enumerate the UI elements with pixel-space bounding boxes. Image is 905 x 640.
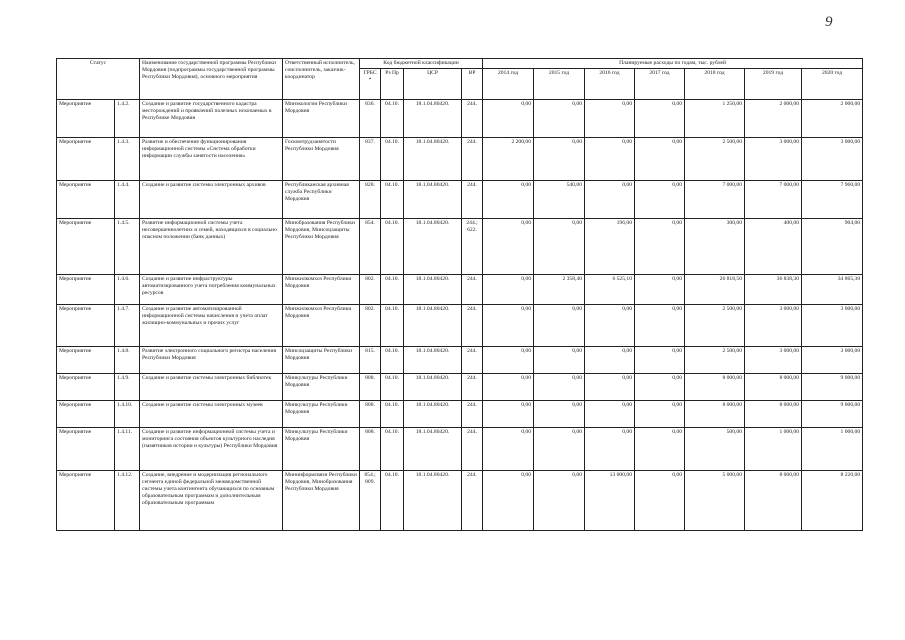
row-value-2018: 1 250,00 <box>685 100 745 138</box>
row-vr: 244. <box>462 100 483 138</box>
table-row <box>57 374 863 401</box>
row-csr: 18.1.04.80420. <box>404 219 462 275</box>
row-value-2015: 540,00 <box>534 181 585 219</box>
row-value-2019: 8 000,00 <box>745 471 802 531</box>
row-grbs: 802. <box>360 305 381 347</box>
row-value-2018: 500,00 <box>685 428 745 471</box>
row-csr: 18.1.04.80420. <box>404 347 462 374</box>
row-responsible: Госкомтрудзанятости Республики Мордовия <box>283 138 360 181</box>
row-responsible: Мининформсвязи Республики Мордовия, Минобразования Республики Мордовия <box>283 471 360 531</box>
row-value-2015: 0,00 <box>534 428 585 471</box>
header-year-2016: 2016 год <box>585 69 635 100</box>
header-csr: ЦСР <box>404 69 462 100</box>
row-value-2018: 2 500,00 <box>685 138 745 181</box>
row-value-2014: 0,00 <box>483 181 534 219</box>
row-value-2020: 2 000,00 <box>802 100 863 138</box>
row-value-2018: 8 000,00 <box>685 374 745 401</box>
row-value-2017: 0,00 <box>635 181 685 219</box>
header-year-2018: 2018 год <box>685 69 745 100</box>
table-row <box>57 401 863 428</box>
row-value-2017: 0,00 <box>635 401 685 428</box>
row-value-2017: 0,00 <box>635 305 685 347</box>
row-value-2020: 9 000,00 <box>802 401 863 428</box>
row-value-2020: 3 000,00 <box>802 138 863 181</box>
row-grbs: 854.; 809. <box>360 471 381 531</box>
row-responsible: Минкультуры Республики Мордовия <box>283 374 360 401</box>
row-value-2014: 0,00 <box>483 471 534 531</box>
row-value-2015: 0,00 <box>534 219 585 275</box>
row-value-2015: 0,00 <box>534 100 585 138</box>
row-responsible: Минжилкомхоз Республики Мордовия <box>283 305 360 347</box>
row-value-2016: 0,00 <box>585 181 635 219</box>
row-value-2017: 0,00 <box>635 219 685 275</box>
header-year-2015: 2015 год <box>534 69 585 100</box>
row-responsible: Республиканская архивная служба Республики Мордовия <box>283 181 360 219</box>
row-value-2015: 0,00 <box>534 347 585 374</box>
row-number: 1.4.5. <box>115 219 140 275</box>
header-year-2020: 2020 год <box>802 69 863 100</box>
row-value-2014: 0,00 <box>483 374 534 401</box>
row-value-2014: 0,00 <box>483 275 534 305</box>
row-value-2014: 0,00 <box>483 100 534 138</box>
row-value-2016: 0,00 <box>585 100 635 138</box>
row-value-2019: 2 000,00 <box>745 100 802 138</box>
table-row <box>57 275 863 305</box>
row-value-2019: 400,00 <box>745 219 802 275</box>
row-number: 1.4.10. <box>115 401 140 428</box>
row-value-2014: 2 200,00 <box>483 138 534 181</box>
row-value-2018: 8 000,00 <box>685 401 745 428</box>
row-csr: 18.1.04.80420. <box>404 138 462 181</box>
row-grbs: 828. <box>360 181 381 219</box>
row-value-2019: 36 838,30 <box>745 275 802 305</box>
table-row <box>57 138 863 181</box>
row-rzpr: 04.10. <box>381 219 404 275</box>
budget-table <box>56 58 863 531</box>
row-status: Мероприятие <box>57 428 115 471</box>
row-value-2018: 300,00 <box>685 219 745 275</box>
row-csr: 18.1.04.80420. <box>404 275 462 305</box>
row-status: Мероприятие <box>57 305 115 347</box>
row-name: Развитие электронного социального регистра населения Республики Мордовия <box>140 347 283 374</box>
row-grbs: 837. <box>360 138 381 181</box>
row-status: Мероприятие <box>57 100 115 138</box>
row-name: Развитие и обеспечение функционирования информационной системы «Система обработки информации службы занятости населения» <box>140 138 283 181</box>
row-value-2016: 13 000,00 <box>585 471 635 531</box>
row-value-2017: 0,00 <box>635 100 685 138</box>
row-value-2016: 0,00 <box>585 347 635 374</box>
row-value-2019: 8 000,00 <box>745 374 802 401</box>
header-name: Наименование государственной программы Республики Мордовия (подпрограммы государственной программы Республики Мордовия), основного мероприятия <box>140 59 283 100</box>
row-value-2015: 0,00 <box>534 374 585 401</box>
row-number: 1.4.12. <box>115 471 140 531</box>
row-value-2019: 3 000,00 <box>745 138 802 181</box>
header-year-2014: 2014 год <box>483 69 534 100</box>
row-responsible: Минэкологии Республики Мордовия <box>283 100 360 138</box>
header-year-2017: 2017 год <box>635 69 685 100</box>
row-value-2017: 0,00 <box>635 275 685 305</box>
row-grbs: 815. <box>360 347 381 374</box>
row-value-2015: 0,00 <box>534 401 585 428</box>
page-number: 9 <box>825 14 833 30</box>
row-csr: 18.1.04.80420. <box>404 471 462 531</box>
row-vr: 244. <box>462 374 483 401</box>
row-responsible: Минкультуры Республики Мордовия <box>283 428 360 471</box>
row-value-2020: 1 000,00 <box>802 428 863 471</box>
row-value-2019: 3 000,00 <box>745 347 802 374</box>
row-rzpr: 04.10. <box>381 347 404 374</box>
row-number: 1.4.8. <box>115 347 140 374</box>
row-vr: 244. <box>462 428 483 471</box>
table-row <box>57 100 863 138</box>
header-responsible: Ответственный исполнитель, соисполнитель, заказчик-координатор <box>283 59 360 100</box>
header-status: Статус <box>57 59 140 100</box>
row-value-2015: 0,00 <box>534 138 585 181</box>
row-value-2018: 7 000,00 <box>685 181 745 219</box>
row-value-2016: 0,00 <box>585 138 635 181</box>
row-rzpr: 04.10. <box>381 138 404 181</box>
table-body <box>57 100 863 531</box>
row-value-2018: 26 818,50 <box>685 275 745 305</box>
table-row <box>57 347 863 374</box>
header-grbs: ГРБС* <box>360 69 381 100</box>
row-value-2019: 3 000,00 <box>745 305 802 347</box>
row-value-2018: 2 500,00 <box>685 305 745 347</box>
row-value-2020: 904,00 <box>802 219 863 275</box>
table-row <box>57 181 863 219</box>
row-value-2020: 3 000,00 <box>802 347 863 374</box>
row-value-2017: 0,00 <box>635 347 685 374</box>
row-value-2017: 0,00 <box>635 138 685 181</box>
row-vr: 244. <box>462 138 483 181</box>
row-csr: 18.1.04.80420. <box>404 100 462 138</box>
row-status: Мероприятие <box>57 275 115 305</box>
row-status: Мероприятие <box>57 374 115 401</box>
row-value-2015: 0,00 <box>534 305 585 347</box>
row-grbs: 836. <box>360 100 381 138</box>
row-name: Создание и развитие системы электронных библиотек <box>140 374 283 401</box>
table-row <box>57 219 863 275</box>
row-vr: 244. <box>462 181 483 219</box>
row-status: Мероприятие <box>57 347 115 374</box>
row-vr: 244. <box>462 275 483 305</box>
row-name: Создание и развитие государственного кадастра месторождений и проявлений полезных ископаемых в Республике Мордовия <box>140 100 283 138</box>
row-name: Создание и развитие информационной системы учета и мониторинга состояния объектов культурного наследия (памятников истории и культуры) Республики Мордовия <box>140 428 283 471</box>
row-value-2016: 6 525,10 <box>585 275 635 305</box>
row-value-2014: 0,00 <box>483 347 534 374</box>
row-value-2015: 2 358,40 <box>534 275 585 305</box>
row-number: 1.4.4. <box>115 181 140 219</box>
row-name: Создание и развитие системы электронных музеев <box>140 401 283 428</box>
row-value-2018: 2 500,00 <box>685 347 745 374</box>
row-value-2019: 8 000,00 <box>745 401 802 428</box>
row-name: Развитие информационной системы учета несовершеннолетних и семей, находящихся в социально опасном положении (банк данных) <box>140 219 283 275</box>
header-budget-code: Код бюджетной классификации <box>360 59 483 69</box>
row-vr: 244. <box>462 347 483 374</box>
row-rzpr: 04.10. <box>381 305 404 347</box>
row-status: Мероприятие <box>57 219 115 275</box>
row-value-2018: 5 000,00 <box>685 471 745 531</box>
row-rzpr: 04.10. <box>381 374 404 401</box>
row-value-2017: 0,00 <box>635 471 685 531</box>
row-name: Создание, внедрение и модернизация регионального сегмента единой федеральной межведомственной системы учета контингента обучающихся по основным образовательным программам и дополнительным образовательным программам <box>140 471 283 531</box>
row-value-2020: 3 000,00 <box>802 305 863 347</box>
table-row <box>57 428 863 471</box>
row-value-2016: 0,00 <box>585 374 635 401</box>
row-grbs: 854. <box>360 219 381 275</box>
row-value-2019: 1 000,00 <box>745 428 802 471</box>
row-responsible: Минжилкомхоз Республики Мордовия <box>283 275 360 305</box>
header-row-1 <box>57 59 863 69</box>
row-csr: 18.1.04.80420. <box>404 374 462 401</box>
row-rzpr: 04.10. <box>381 471 404 531</box>
row-value-2016: 0,00 <box>585 428 635 471</box>
row-csr: 18.1.04.80420. <box>404 428 462 471</box>
row-value-2019: 7 000,00 <box>745 181 802 219</box>
row-grbs: 808. <box>360 374 381 401</box>
row-grbs: 808. <box>360 428 381 471</box>
row-value-2016: 196,00 <box>585 219 635 275</box>
row-rzpr: 04.10. <box>381 401 404 428</box>
row-number: 1.4.7. <box>115 305 140 347</box>
row-value-2014: 0,00 <box>483 401 534 428</box>
row-csr: 18.1.04.80420. <box>404 305 462 347</box>
row-rzpr: 04.10. <box>381 275 404 305</box>
row-number: 1.4.11. <box>115 428 140 471</box>
row-responsible: Минсоцзащиты Республики Мордовия <box>283 347 360 374</box>
header-year-2019: 2019 год <box>745 69 802 100</box>
row-number: 1.4.2. <box>115 100 140 138</box>
header-rzpr: Рз Пр <box>381 69 404 100</box>
row-status: Мероприятие <box>57 181 115 219</box>
row-grbs: 808. <box>360 401 381 428</box>
row-rzpr: 04.10. <box>381 428 404 471</box>
header-planned: Планируемые расходы по годам, тыс. рублей <box>483 59 863 69</box>
row-vr: 244. <box>462 471 483 531</box>
row-responsible: Минобразования Республики Мордовия, Минсоцзащиты Республики Мордовия <box>283 219 360 275</box>
row-value-2017: 0,00 <box>635 428 685 471</box>
row-number: 1.4.3. <box>115 138 140 181</box>
row-number: 1.4.6. <box>115 275 140 305</box>
row-grbs: 802. <box>360 275 381 305</box>
row-value-2020: 9 000,00 <box>802 374 863 401</box>
row-status: Мероприятие <box>57 138 115 181</box>
row-value-2014: 0,00 <box>483 428 534 471</box>
row-value-2016: 0,00 <box>585 401 635 428</box>
row-number: 1.4.9. <box>115 374 140 401</box>
row-rzpr: 04.10. <box>381 100 404 138</box>
row-name: Создание и развитие инфраструктуры автоматизированного учета потребления коммунальных ресурсов <box>140 275 283 305</box>
header-vr: ВР <box>462 69 483 100</box>
row-value-2017: 0,00 <box>635 374 685 401</box>
table-row <box>57 305 863 347</box>
row-value-2016: 0,00 <box>585 305 635 347</box>
row-csr: 18.1.04.80420. <box>404 181 462 219</box>
row-vr: 244. <box>462 305 483 347</box>
row-responsible: Минкультуры Республики Мордовия <box>283 401 360 428</box>
row-name: Создание и развитие системы электронных архивов <box>140 181 283 219</box>
row-vr: 244. <box>462 401 483 428</box>
row-value-2014: 0,00 <box>483 219 534 275</box>
row-status: Мероприятие <box>57 401 115 428</box>
row-value-2020: 34 865,30 <box>802 275 863 305</box>
row-csr: 18.1.04.80420. <box>404 401 462 428</box>
table-row <box>57 471 863 531</box>
row-value-2020: 7 960,00 <box>802 181 863 219</box>
row-value-2015: 0,00 <box>534 471 585 531</box>
row-status: Мероприятие <box>57 471 115 531</box>
row-rzpr: 04.10. <box>381 181 404 219</box>
row-vr: 244.; 622. <box>462 219 483 275</box>
row-value-2014: 0,00 <box>483 305 534 347</box>
row-name: Создание и развитие автоматизированной информационной системы начисления и учета оплат жилищно-коммунальных и прочих услуг <box>140 305 283 347</box>
row-value-2020: 8 220,00 <box>802 471 863 531</box>
